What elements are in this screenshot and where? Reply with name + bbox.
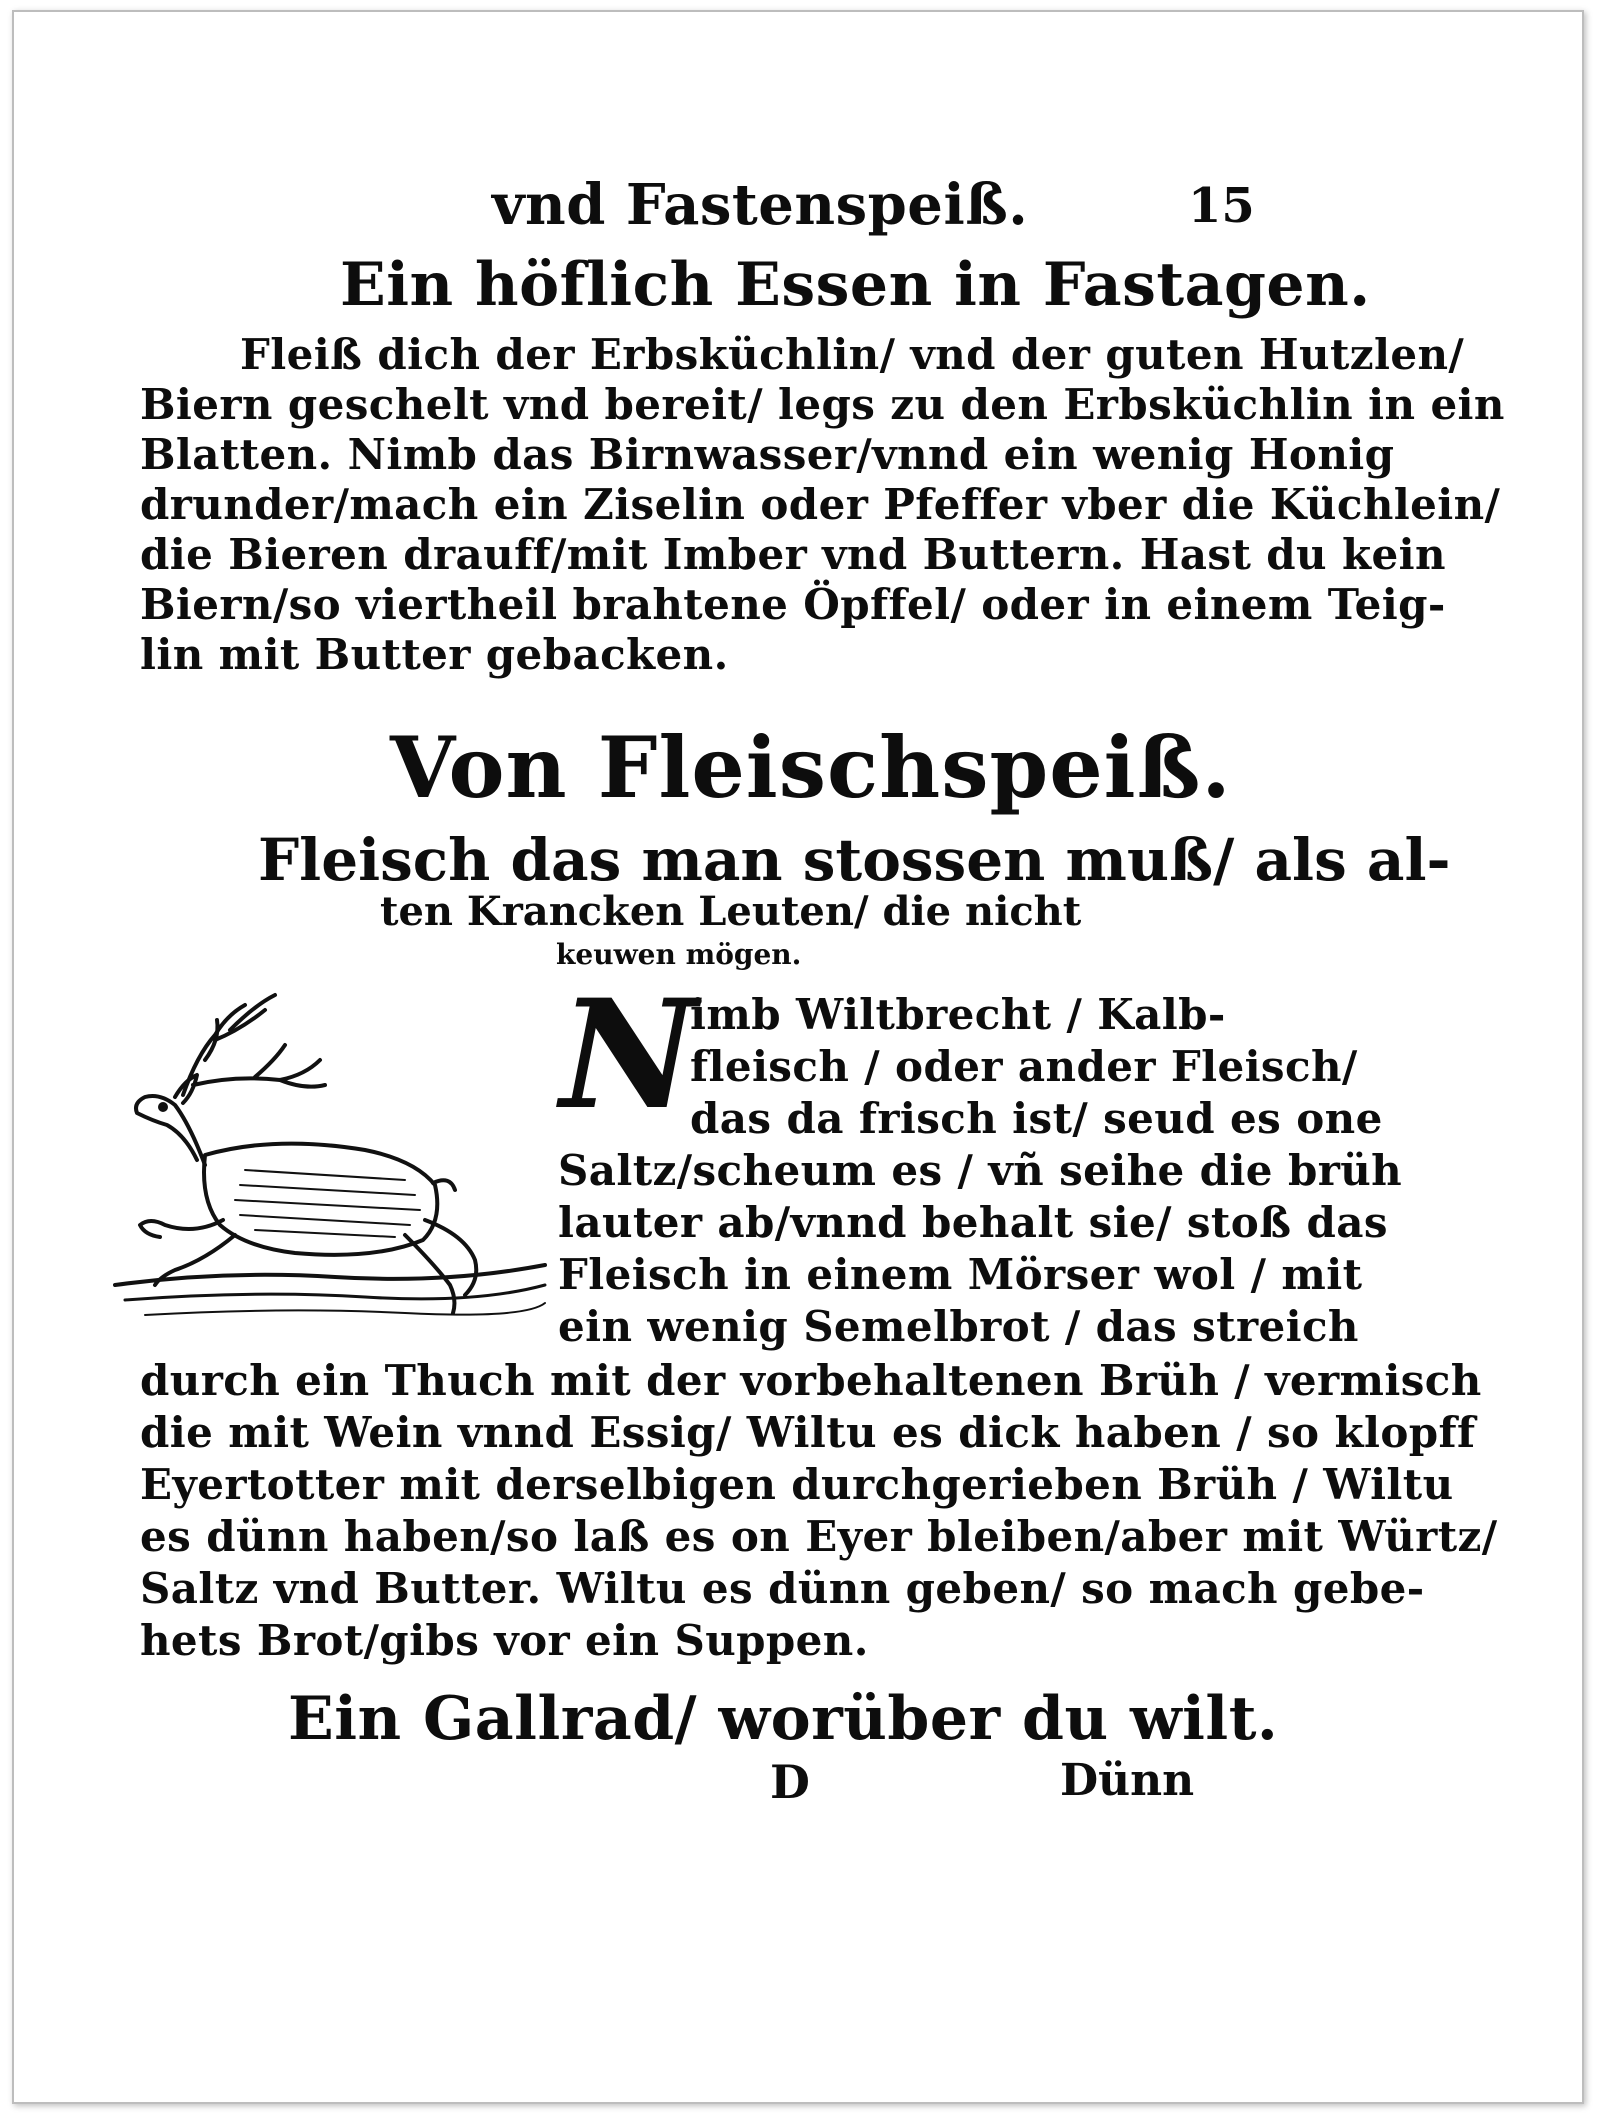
recipe-2-line: die mit Wein vnnd Essig/ Wiltu es dick haben / so klopff: [140, 1408, 1476, 1457]
recipe-1-line: die Bieren drauff/mit Imber vnd Buttern. Hast du kein: [140, 530, 1446, 579]
deer-woodcut-illustration: [105, 985, 550, 1330]
recipe-1-title: Ein höflich Essen in Fastagen.: [340, 250, 1371, 320]
recipe-3-title: Ein Gallrad/ worüber du wilt.: [288, 1684, 1279, 1754]
recipe-1-line: Biern geschelt vnd bereit/ legs zu den Erbsküchlin in ein: [140, 380, 1505, 429]
recipe-1-line: Fleiß dich der Erbsküchlin/ vnd der guten Hutzlen/: [240, 330, 1465, 379]
recipe-2-line: lauter ab/vnnd behalt sie/ stoß das: [558, 1198, 1388, 1247]
recipe-2-line: ein wenig Semelbrot / das streich: [558, 1302, 1359, 1351]
drop-initial: N: [560, 967, 698, 1143]
recipe-2-line: durch ein Thuch mit der vorbehaltenen Brüh / vermisch: [140, 1356, 1482, 1405]
recipe-2-line: Fleisch in einem Mörser wol / mit: [558, 1250, 1363, 1299]
recipe-2-line: Saltz/scheum es / vñ seihe die brüh: [558, 1146, 1403, 1195]
recipe-1-line: Biern/so viertheil brahtene Öpffel/ oder in einem Teig-: [140, 580, 1446, 629]
recipe-2-line: Saltz vnd Butter. Wiltu es dünn geben/ so mach gebe-: [140, 1564, 1425, 1613]
catchword: Dünn: [1060, 1755, 1195, 1806]
recipe-2-line: hets Brot/gibs vor ein Suppen.: [140, 1616, 869, 1665]
recipe-2-line: imb Wiltbrecht / Kalb-: [690, 990, 1226, 1039]
recipe-2-line: es dünn haben/so laß es on Eyer bleiben/aber mit Würtz/: [140, 1512, 1498, 1561]
recipe-1-line: drunder/mach ein Ziselin oder Pfeffer vber die Küchlein/: [140, 480, 1501, 529]
recipe-2-title-line: ten Krancken Leuten/ die nicht: [380, 888, 1082, 935]
recipe-1-line: lin mit Butter gebacken.: [140, 630, 729, 679]
recipe-2-line: das da frisch ist/ seud es one: [690, 1094, 1383, 1143]
recipe-1-line: Blatten. Nimb das Birnwasser/vnnd ein wenig Honig: [140, 430, 1395, 479]
recipe-2-line: fleisch / oder ander Fleisch/: [690, 1042, 1358, 1091]
recipe-2-line: Eyertotter mit derselbigen durchgerieben Brüh / Wiltu: [140, 1460, 1454, 1509]
recipe-2-title-line: Fleisch das man stossen muß/ als al-: [258, 826, 1451, 894]
page-number: 15: [1188, 178, 1255, 234]
signature-mark: D: [770, 1755, 810, 1809]
running-head: vnd Fastenspeiß.: [492, 172, 1029, 238]
section-title: Von Fleischspeiß.: [390, 718, 1232, 817]
recipe-2-title-line: keuwen mögen.: [556, 938, 802, 971]
